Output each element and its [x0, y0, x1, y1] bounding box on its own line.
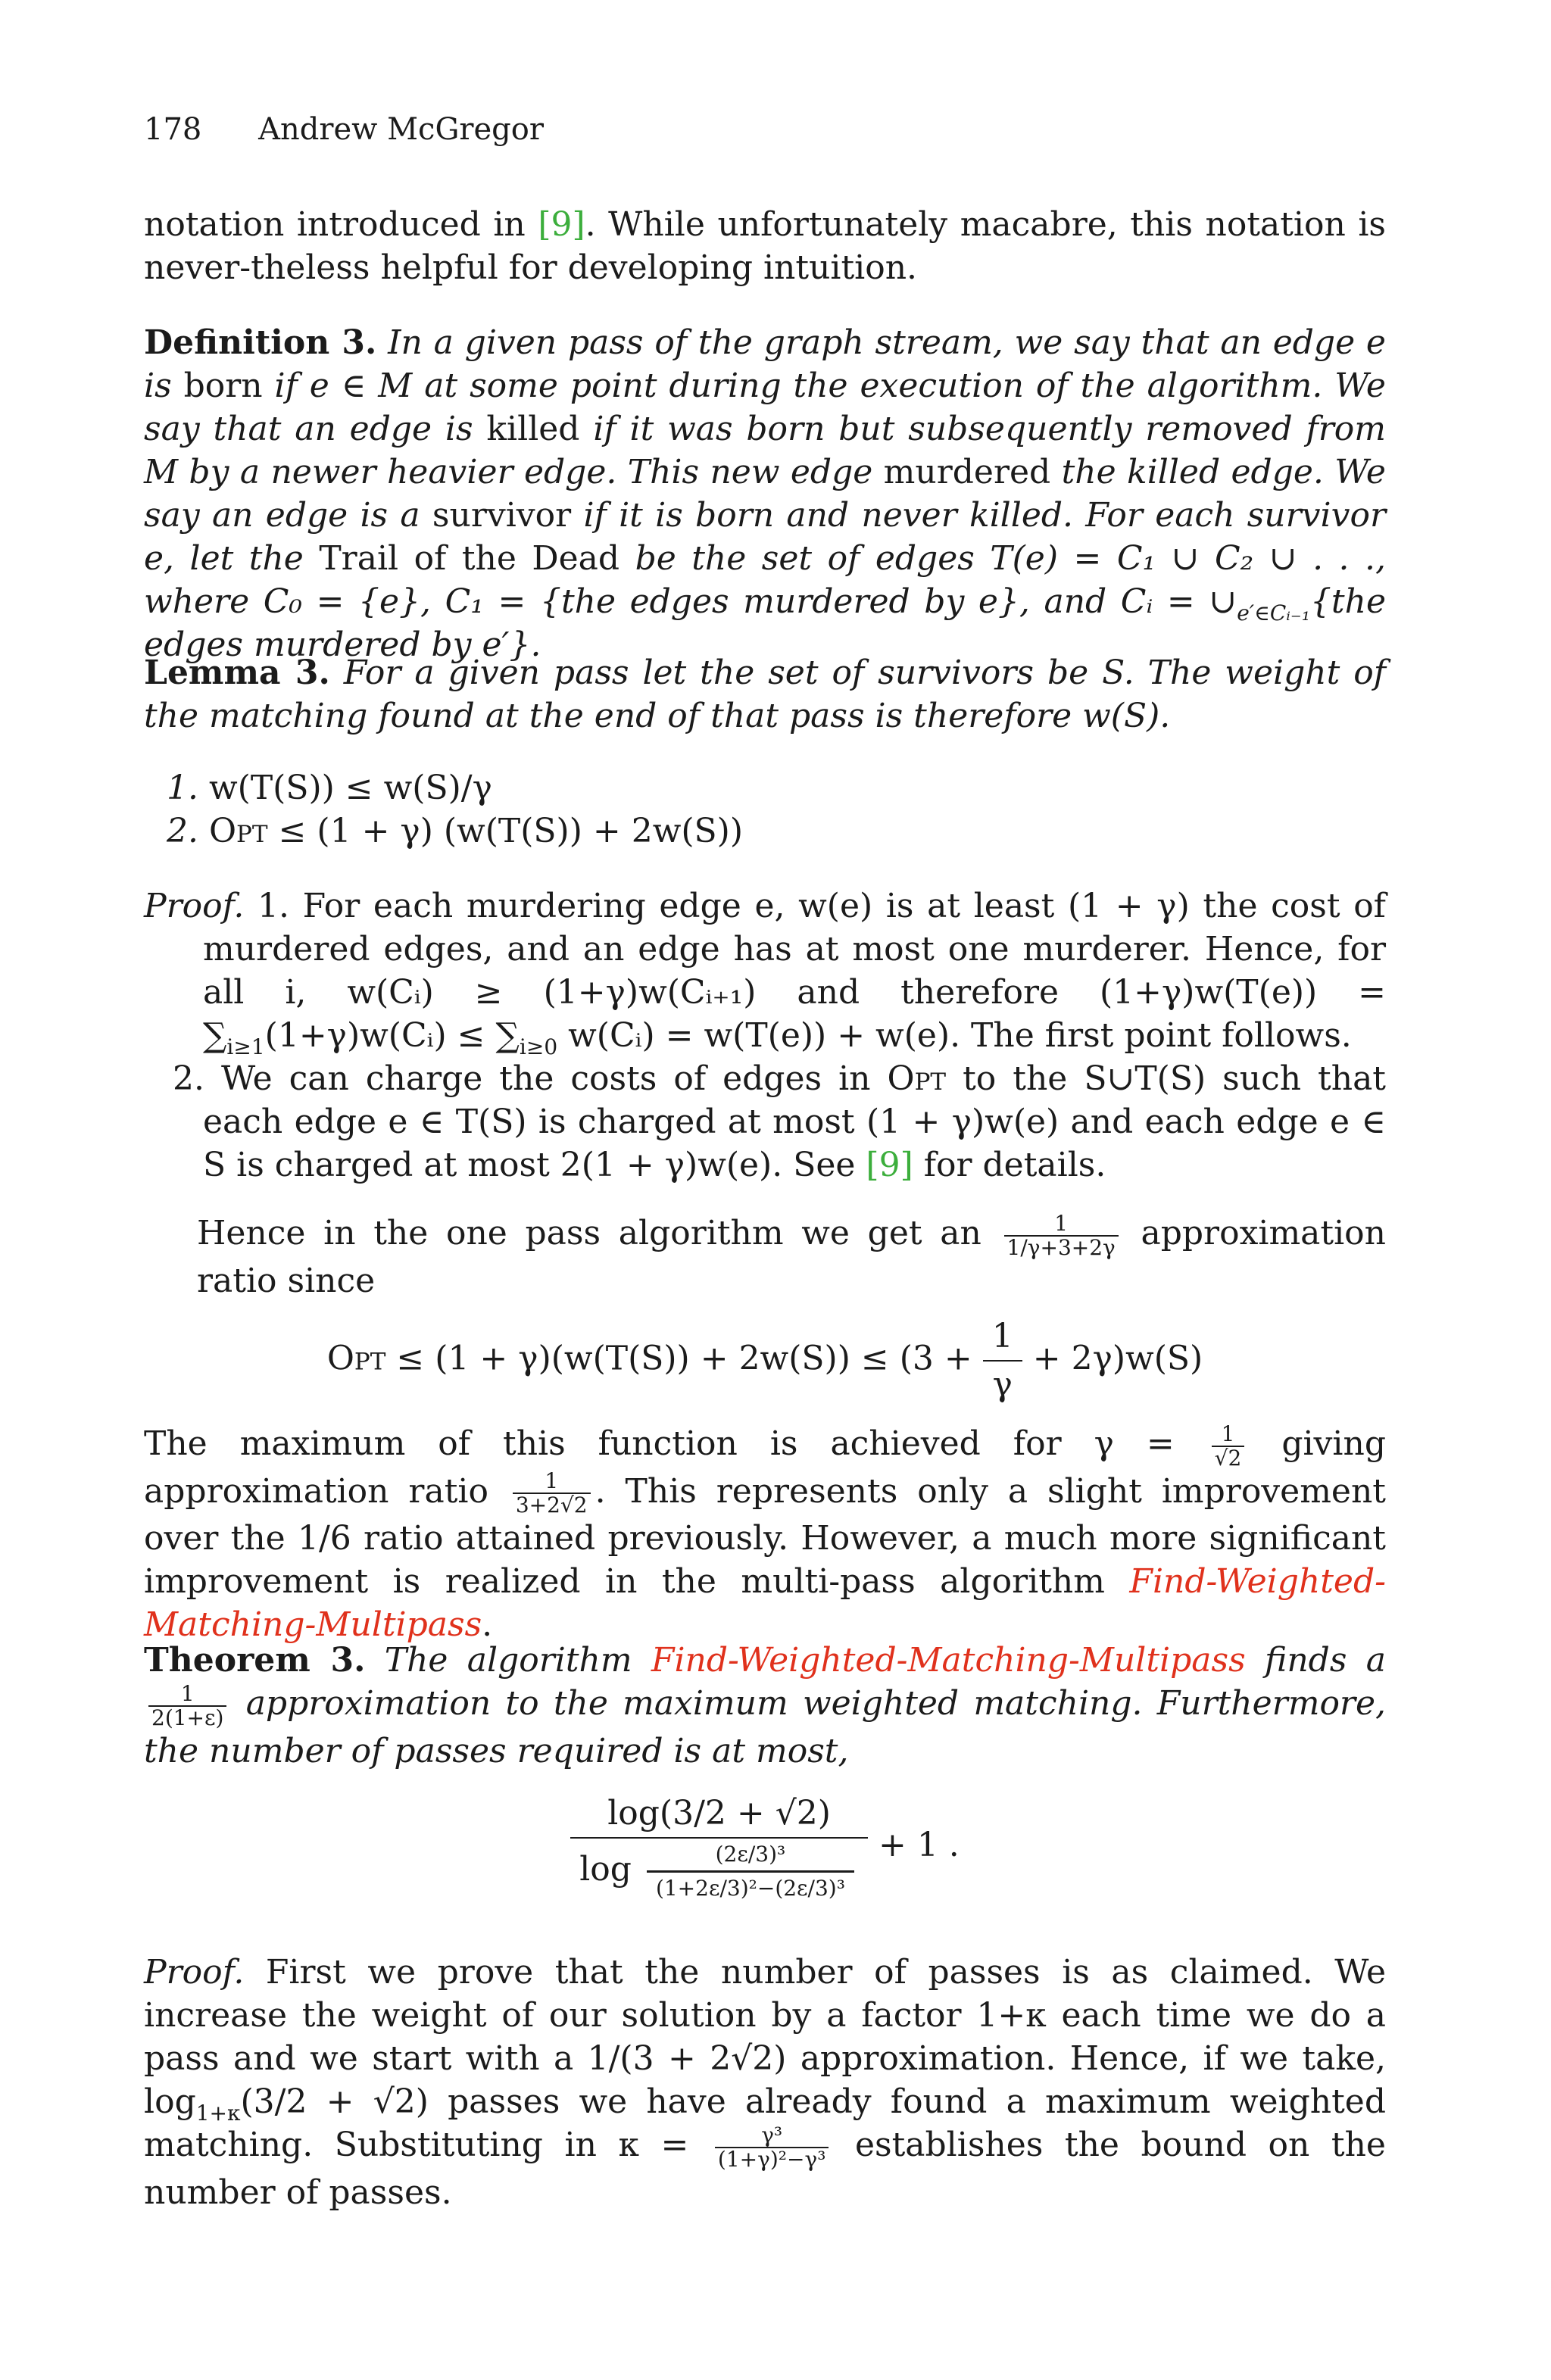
theorem-text-b: finds a — [1245, 1641, 1386, 1680]
lemma-block — [144, 651, 1386, 738]
fraction-denominator — [570, 1839, 868, 1900]
citation-link[interactable]: [9] — [538, 205, 585, 244]
lemma-item-1 — [144, 766, 1386, 809]
lemma-item-text: w(T(S)) ≤ w(S)/γ — [208, 769, 492, 807]
fraction-numerator: 1 — [1004, 1212, 1119, 1237]
fraction-numerator: 1 — [1212, 1423, 1245, 1447]
fraction-numerator: log(3/2 + √2) — [570, 1795, 868, 1839]
maximum-paragraph — [144, 1422, 1386, 1646]
proof-lemma-block — [144, 884, 1386, 1187]
lemma-item-number: 2. — [167, 812, 198, 850]
lemma-item-text: ≤ (1 + γ) (w(T(S)) + 2w(S)) — [267, 812, 744, 850]
proof-item1-text-b: (1+γ)w(Cᵢ) ≤ ∑ — [264, 1016, 520, 1055]
proof-label: Proof. — [144, 1953, 245, 1992]
display-equation-1 — [144, 1318, 1386, 1404]
proof-label: Proof. — [144, 887, 245, 925]
hence-text-b: approximation ratio since — [197, 1214, 1386, 1300]
intro-paragraph — [144, 203, 1386, 289]
intro-text-cont: . While unfortunately macabre, this notation is never-theless helpful for developing intuition. — [144, 205, 1386, 287]
inline-fraction — [1212, 1423, 1245, 1470]
proof-item1-text-c: w(Cᵢ) = w(T(e)) + w(e). The first point follows. — [557, 1016, 1352, 1055]
passes-fraction — [570, 1795, 868, 1900]
union-subscript: e′∈Cᵢ₋₁ — [1237, 600, 1310, 625]
term-born: born — [183, 367, 263, 405]
fraction-denominator: 2(1+ε) — [151, 1705, 224, 1730]
fraction-denominator: (1+2ε/3)²−(2ε/3)³ — [655, 1876, 845, 1901]
lemma-list — [144, 766, 1386, 853]
proof2-text-b: (3/2 + √2) passes we have already found a maximum weighted matching. Substituting in κ = — [144, 2082, 1386, 2164]
definition-text-f: be the set of edges T(e) = C₁ ∪ C₂ ∪ . . ., where C₀ = {e}, C₁ = { — [144, 539, 1386, 621]
definition-label: Definition 3. — [144, 323, 377, 362]
sum-subscript: i≥0 — [519, 1034, 558, 1059]
author-name: Andrew McGregor — [258, 112, 544, 147]
lemma-label: Lemma 3. — [144, 653, 330, 692]
definition-text-c: if it was born but subsequently removed from M by a newer heavier edge. This new edge — [144, 410, 1386, 491]
algorithm-name: Find-Weighted-Matching-Multipass — [651, 1641, 1246, 1680]
equation-text-a: ≤ (1 + γ)(w(T(S)) + 2w(S)) ≤ (3 + — [385, 1339, 972, 1378]
max-text-a: The maximum of this function is achieved for γ = — [144, 1424, 1175, 1463]
proof2-text-a: First we prove that the number of passes is as claimed. We increase the weight of our solution by a factor 1+κ each time we do a pass and we start with a 1/(3 + 2√2) approximation. Hence, if we take, log — [144, 1953, 1386, 2121]
definition-text-e: if it is born and never killed. For each survivor e, let the — [144, 496, 1386, 578]
proof-item2-text-c: for details. — [913, 1146, 1106, 1184]
term-trail: Trail of the Dead — [319, 539, 620, 578]
max-text-c: . This represents only a slight improvement over the 1/6 ratio attained previously. However, a much more significant improvement is realized in the multi-pass algorithm — [144, 1471, 1386, 1601]
opt-symbol: Opt — [208, 812, 268, 850]
lemma-text: For a given pass let the set of survivors be S. The weight of the matching found at the end of that pass is therefore w(S). — [144, 653, 1386, 735]
inline-fraction — [148, 1680, 226, 1730]
log-text: log — [579, 1850, 632, 1889]
opt-symbol: Opt — [326, 1339, 386, 1378]
proof-item1-text-a: For each murdering edge e, w(e) is at least (1 + γ) the cost of murdered edges, and an edge has at most one murderer. Hence, for all i, w(Cᵢ) ≥ (1+γ)w(Cᵢ₊₁) and therefore (1+γ)w(T(e)) = ∑ — [203, 887, 1386, 1055]
term-murdered: murdered — [883, 453, 1051, 491]
inline-fraction — [513, 1470, 591, 1517]
theorem-label: Theorem 3. — [144, 1641, 366, 1680]
proof-item2-text-b: to the S∪T(S) such that each edge e ∈ T(S) is charged at most (1 + γ)w(e) and each edge e ∈ S is charged at most 2(1 + γ)w(e). See — [203, 1059, 1386, 1184]
algorithm-name: Find-Weighted-Matching-Multipass — [144, 1562, 1386, 1644]
max-text-d: . — [482, 1605, 493, 1644]
lemma-item-number: 1. — [167, 769, 198, 807]
term-killed: killed — [486, 410, 580, 448]
proof2-text-c: establishes the bound on the number of passes. — [144, 2126, 1386, 2212]
equation-tail: + 1 . — [878, 1826, 960, 1864]
fraction-denominator: √2 — [1214, 1445, 1242, 1471]
definition-text-g: the edges murdered by e — [560, 582, 998, 621]
display-equation-2 — [144, 1795, 1386, 1900]
hence-text-a: Hence in the one pass algorithm we get an — [197, 1214, 981, 1252]
intro-text: notation introduced in — [144, 205, 538, 244]
theorem-block — [144, 1639, 1386, 1773]
running-head — [144, 112, 544, 147]
hence-paragraph — [144, 1212, 1386, 1302]
citation-link[interactable]: [9] — [866, 1146, 913, 1184]
definition-text-a: In a given pass of the graph stream, we say that an edge e is — [144, 323, 1386, 405]
definition-text-i: {the edges murdered by e′}. — [144, 582, 1386, 664]
inline-fraction — [715, 2124, 829, 2171]
fraction-numerator: 1 — [148, 1683, 226, 1707]
proof-item2-text-a: We can charge the costs of edges in — [220, 1059, 888, 1098]
fraction-denominator: (1+γ)²−γ³ — [717, 2146, 826, 2172]
term-survivor: survivor — [432, 496, 572, 535]
proof-item-number: 2. — [173, 1059, 204, 1098]
fraction-denominator: 1/γ+3+2γ — [1006, 1234, 1116, 1260]
nested-fraction — [647, 1843, 854, 1900]
theorem-text-a: The algorithm — [384, 1641, 651, 1680]
definition-text-b: if e ∈ M at some point during the execution of the algorithm. We say that an edge is — [144, 367, 1386, 448]
fraction-denominator: 3+2√2 — [515, 1493, 588, 1518]
fraction-numerator: γ³ — [715, 2124, 829, 2148]
log-subscript: 1+κ — [195, 2100, 241, 2126]
display-fraction — [983, 1318, 1022, 1404]
fraction-denominator: γ — [992, 1365, 1013, 1404]
inline-fraction — [1004, 1212, 1119, 1259]
definition-text-h: }, and Cᵢ = ∪ — [997, 582, 1237, 621]
fraction-numerator: (2ε/3)³ — [647, 1843, 854, 1873]
fraction-numerator: 1 — [513, 1470, 591, 1494]
page-number: 178 — [144, 112, 202, 147]
proof-theorem-block — [144, 1951, 1386, 2214]
fraction-numerator: 1 — [983, 1318, 1022, 1362]
equation-text-b: + 2γ)w(S) — [1032, 1339, 1203, 1378]
sum-subscript: i≥1 — [226, 1034, 265, 1059]
proof-item-number: 1. — [257, 887, 289, 925]
max-text-b: giving approximation ratio — [144, 1424, 1386, 1511]
theorem-text-c: approximation to the maximum weighted matching. Furthermore, the number of passes required is at most, — [144, 1684, 1386, 1770]
definition-block — [144, 321, 1386, 666]
opt-symbol: Opt — [887, 1059, 947, 1098]
definition-text-d: the killed edge. We say an edge is a — [144, 453, 1386, 535]
lemma-item-2 — [144, 809, 1386, 853]
